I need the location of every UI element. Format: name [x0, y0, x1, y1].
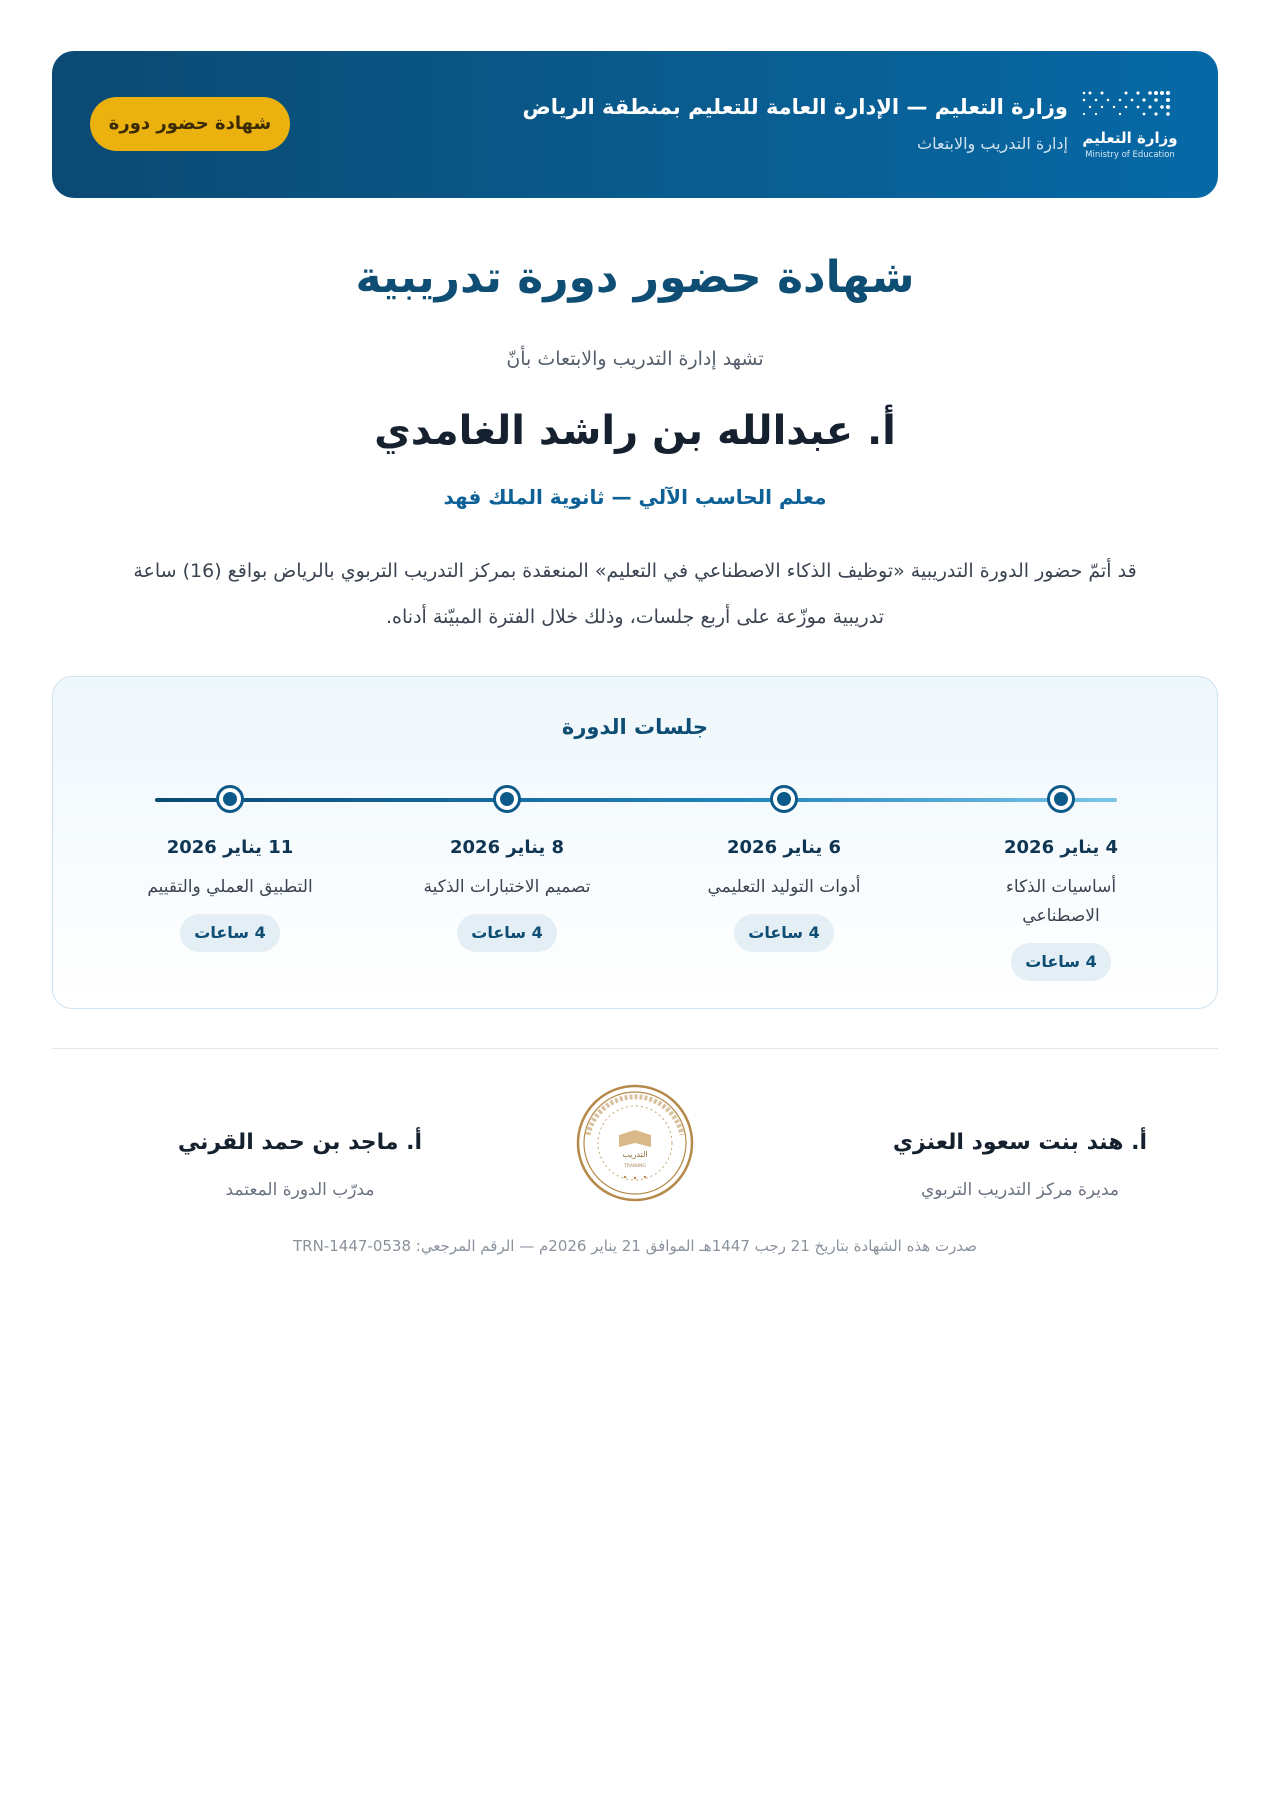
session-name: تصميم الاختبارات الذكية	[423, 877, 591, 897]
recipient-name: أ. عبدالله بن راشد الغامدي	[374, 408, 896, 454]
session-name: التطبيق العملي والتقييم	[147, 877, 313, 897]
signatory-right-title: مديرة مركز التدريب التربوي	[920, 1180, 1120, 1200]
header-subtitle: إدارة التدريب والابتعاث	[917, 134, 1068, 153]
attest-line: تشهد إدارة التدريب والابتعاث بأنّ	[506, 348, 764, 370]
session-item	[674, 677, 894, 1010]
logo-arabic-text: وزارة التعليم	[1082, 129, 1178, 147]
issue-footer: صدرت هذه الشهادة بتاريخ 21 رجب 1447هـ الموافق 21 يناير 2026م — الرقم المرجعي: TRN-1447-0538	[293, 1237, 977, 1255]
certificate-title: شهادة حضور دورة تدريبية	[355, 252, 915, 303]
certificate-type-badge: شهادة حضور دورة	[90, 97, 290, 151]
signatory-left-name: أ. ماجد بن حمد القرني	[177, 1130, 423, 1155]
session-date: 6 يناير 2026	[727, 837, 841, 858]
session-item	[951, 677, 1171, 1010]
timeline-node-icon	[216, 785, 244, 813]
session-date: 11 يناير 2026	[166, 837, 294, 858]
session-hours-badge: 4 ساعات	[1011, 943, 1111, 981]
session-date: 8 يناير 2026	[450, 837, 564, 858]
session-hours-badge: 4 ساعات	[734, 914, 834, 952]
header-title: وزارة التعليم — الإدارة العامة للتعليم بمنطقة الرياض	[522, 95, 1068, 119]
session-date: 4 يناير 2026	[1004, 837, 1118, 858]
session-name: أدوات التوليد التعليمي	[707, 877, 861, 897]
timeline-node-icon	[493, 785, 521, 813]
session-item	[397, 677, 617, 1010]
signatory-right-name: أ. هند بنت سعود العنزي	[892, 1130, 1148, 1155]
seal-center-text: التدريب	[622, 1150, 648, 1159]
signatory-left-title: مدرّب الدورة المعتمد	[225, 1180, 375, 1200]
session-hours-badge: 4 ساعات	[457, 914, 557, 952]
seal-sub-text: TRAINING	[624, 1164, 646, 1169]
timeline-node-icon	[770, 785, 798, 813]
timeline-node-icon	[1047, 785, 1075, 813]
session-item	[120, 677, 340, 1010]
official-seal-icon	[575, 1083, 695, 1203]
ministry-logo	[1080, 89, 1180, 161]
logo-english-text: Ministry of Education	[1085, 150, 1175, 160]
certificate-header	[52, 51, 1218, 198]
certificate-paragraph: قد أتمّ حضور الدورة التدريبية «توظيف الذكاء الاصطناعي في التعليم» المنعقدة بمركز التدريب التربوي بالرياض بواقع (16) ساعة تدريبية موزّعة على أربع جلسات، وذلك خلال الفترة المبيّنة أدناه.	[133, 560, 1137, 628]
session-name: أساسيات الذكاء الاصطناعي	[1005, 877, 1117, 926]
section-divider	[52, 1048, 1218, 1049]
session-hours-badge: 4 ساعات	[180, 914, 280, 952]
ministry-logo-dots-icon	[1082, 89, 1172, 121]
sessions-card	[52, 676, 1218, 1009]
sessions-title: جلسات الدورة	[561, 715, 709, 739]
recipient-role: معلم الحاسب الآلي — ثانوية الملك فهد	[443, 485, 827, 509]
